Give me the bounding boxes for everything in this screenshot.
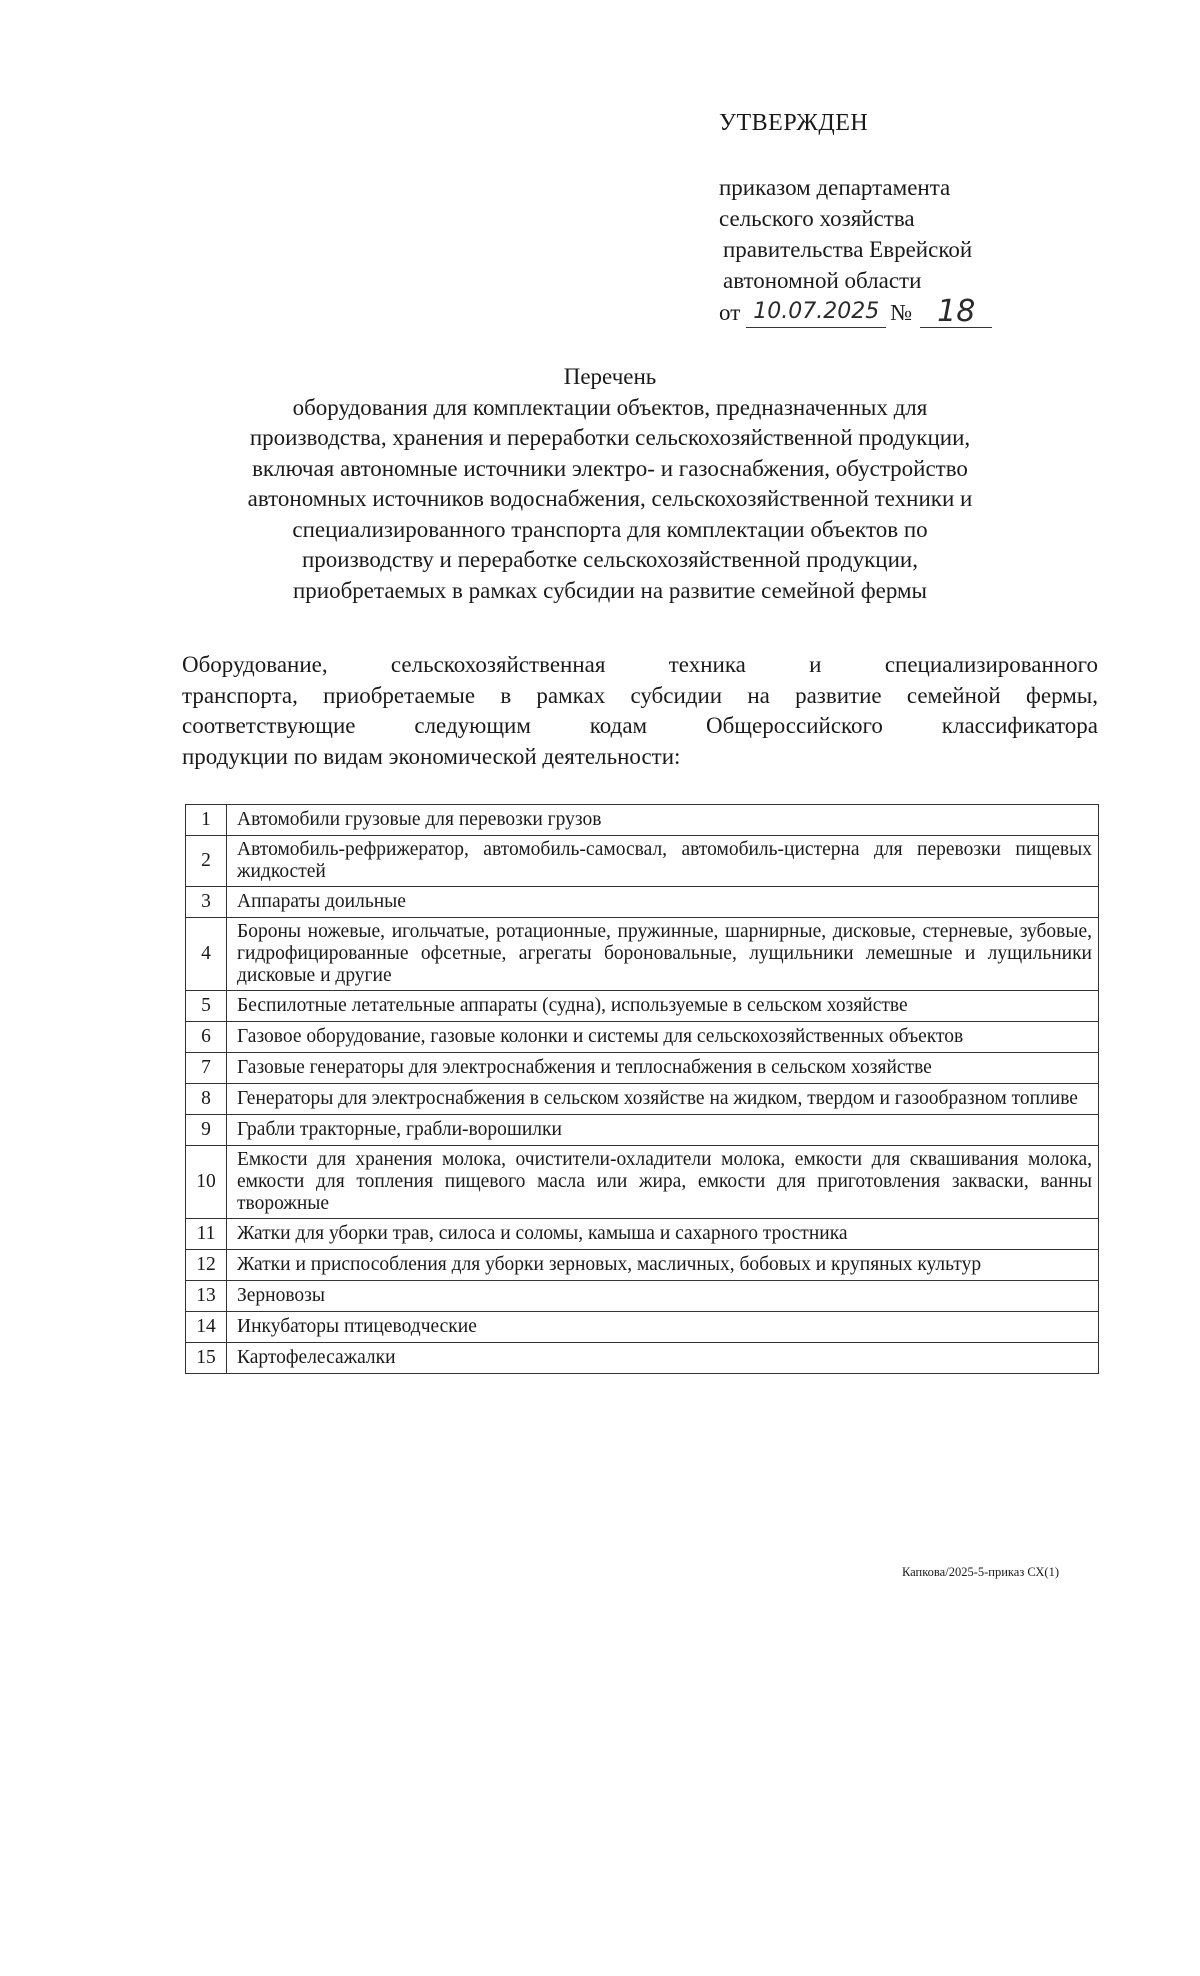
table-row: [186, 1281, 1099, 1312]
row-text: Бороны ножевые, игольчатые, ротационные, пружинные, шарнирные, дисковые, стерневые, зубовые, гидрофицированные офсетные, агрегаты бороновальные, лущильники лемешные и лущильники дисковые и другие: [227, 918, 1099, 991]
table-row: [186, 1053, 1099, 1084]
approval-date-row: [719, 296, 992, 328]
row-number: 15: [186, 1343, 227, 1374]
approval-line: правительства Еврейской: [723, 237, 973, 262]
title-line: специализированного транспорта для комплектации объектов по: [292, 516, 928, 542]
row-number: 9: [186, 1115, 227, 1146]
table-row: [186, 1115, 1099, 1146]
row-text: Автомобили грузовые для перевозки грузов: [227, 805, 1099, 836]
row-number: 8: [186, 1084, 227, 1115]
handwritten-date: 10.07.2025: [746, 296, 886, 328]
intro-line: соответствующие следующим кодам Общероссийского классификатора: [182, 713, 1098, 738]
document-title: [150, 362, 1070, 606]
title-line: производству и переработке сельскохозяйственной продукции,: [301, 547, 918, 572]
row-number: 4: [186, 918, 227, 991]
number-label: №: [890, 300, 913, 325]
row-text: Картофелесажалки: [227, 1343, 1099, 1374]
table-row: [186, 836, 1099, 887]
table-row: [186, 918, 1099, 991]
table-row: [186, 805, 1099, 836]
title-line: приобретаемых в рамках субсидии на развитие семейной фермы: [292, 577, 928, 603]
row-text: Емкости для хранения молока, очистители-охладители молока, емкости для сквашивания молока, емкости для топления пищевого масла или жира, емкости для приготовления закваски, ванны творожные: [227, 1146, 1099, 1219]
handwritten-number: 18: [920, 297, 992, 328]
table-row: [186, 1219, 1099, 1250]
title-line: производства, хранения и переработки сельскохозяйственной продукции,: [249, 425, 971, 450]
table-row: [186, 991, 1099, 1022]
approval-line: автономной области: [723, 268, 922, 293]
title-line: оборудования для комплектации объектов, предназначенных для: [292, 394, 928, 420]
row-number: 12: [186, 1250, 227, 1281]
row-text: Зерновозы: [227, 1281, 1099, 1312]
row-number: 14: [186, 1312, 227, 1343]
row-number: 13: [186, 1281, 227, 1312]
table-row: [186, 1022, 1099, 1053]
equipment-table: [185, 804, 1099, 1374]
approval-line: сельского хозяйства: [719, 206, 915, 231]
intro-line: транспорта, приобретаемые в рамках субсидии на развитие семейной фермы,: [182, 682, 1098, 708]
approval-title: УТВЕРЖДЕН: [719, 110, 869, 136]
title-line: включая автономные источники электро- и газоснабжения, обустройство: [252, 455, 968, 481]
row-number: 5: [186, 991, 227, 1022]
intro-line: Оборудование, сельскохозяйственная техника и специализированного: [182, 652, 1098, 677]
row-text: Газовое оборудование, газовые колонки и системы для сельскохозяйственных объектов: [227, 1022, 1099, 1053]
row-number: 3: [186, 887, 227, 918]
row-text: Жатки для уборки трав, силоса и соломы, камыша и сахарного тростника: [227, 1219, 1099, 1250]
date-label: от: [719, 300, 741, 325]
table-row: [186, 887, 1099, 918]
row-number: 2: [186, 836, 227, 887]
row-text: Газовые генераторы для электроснабжения и теплоснабжения в сельском хозяйстве: [227, 1053, 1099, 1084]
row-text: Беспилотные летательные аппараты (судна), используемые в сельском хозяйстве: [227, 991, 1099, 1022]
row-text: Генераторы для электроснабжения в сельском хозяйстве на жидком, твердом и газообразном топливе: [227, 1084, 1099, 1115]
footer-reference: Капкова/2025-5-приказ СХ(1): [902, 1565, 1060, 1579]
row-number: 10: [186, 1146, 227, 1219]
approval-block: [719, 108, 992, 328]
row-text: Инкубаторы птицеводческие: [227, 1312, 1099, 1343]
row-number: 11: [186, 1219, 227, 1250]
row-number: 7: [186, 1053, 227, 1084]
row-text: Аппараты доильные: [227, 887, 1099, 918]
table-row: [186, 1146, 1099, 1219]
row-text: Автомобиль-рефрижератор, автомобиль-самосвал, автомобиль-цистерна для перевозки пищевых жидкостей: [227, 836, 1099, 887]
row-number: 6: [186, 1022, 227, 1053]
table-row: [186, 1343, 1099, 1374]
title-line: автономных источников водоснабжения, сельскохозяйственной техники и: [247, 486, 973, 511]
row-number: 1: [186, 805, 227, 836]
title-line: Перечень: [563, 364, 657, 389]
row-text: Жатки и приспособления для уборки зерновых, масличных, бобовых и крупяных культур: [227, 1250, 1099, 1281]
row-text: Грабли тракторные, грабли-ворошилки: [227, 1115, 1099, 1146]
table-row: [186, 1084, 1099, 1115]
approval-line: приказом департамента: [719, 175, 951, 200]
intro-line: продукции по видам экономической деятельности:: [182, 743, 681, 769]
intro-paragraph: [182, 650, 1098, 772]
table-row: [186, 1312, 1099, 1343]
table-row: [186, 1250, 1099, 1281]
